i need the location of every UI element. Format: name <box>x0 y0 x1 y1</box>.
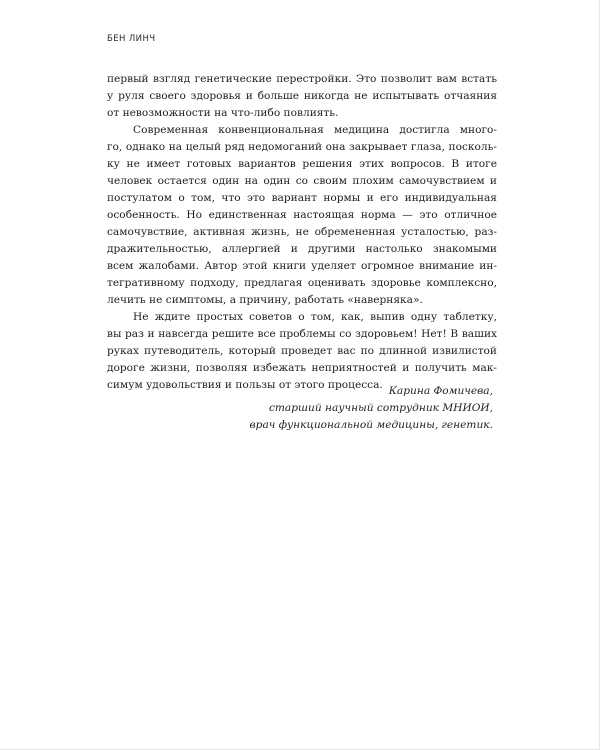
signature-title: старший научный сотрудник МНИОИ, <box>268 402 493 414</box>
text-line: дороге жизни, позволяя избежать неприятностей и получить мак- <box>107 362 497 374</box>
paragraph <box>107 122 497 309</box>
text-line: вы раз и навсегда решите все проблемы со здоровьем! Нет! В ваших <box>107 328 497 340</box>
paragraph <box>107 71 497 122</box>
signature-specialty: врач функциональной медицины, генетик. <box>249 419 493 431</box>
text-line: тегративному подходу, предлагая оценивать здоровье комплексно, <box>107 277 497 289</box>
text-line: лечить не симптомы, а причину, работать «наверняка». <box>107 294 423 306</box>
text-line: Не ждите простых советов о том, как, выпив одну таблетку, <box>133 311 497 323</box>
text-line: симум удовольствия и пользы от этого процесса. <box>107 379 383 391</box>
signature-block <box>107 383 493 434</box>
text-line: руках путеводитель, который проведет вас по длинной извилистой <box>107 345 497 357</box>
text-line: ку не имеет готовых вариантов решения этих вопросов. В итоге <box>107 158 497 170</box>
text-line: самочувствие, активная жизнь, не обремененная усталостью, раз- <box>107 226 497 238</box>
text-line: первый взгляд генетические перестройки. Это позволит вам встать <box>107 73 497 85</box>
text-line: го, однако на целый ряд недомоганий она закрывает глаза, посколь- <box>107 141 497 153</box>
text-line: от невозможности на что-либо повлиять. <box>107 107 339 119</box>
text-line: постулатом о том, что это вариант нормы и его индивидуальная <box>107 192 497 204</box>
running-head: БЕН ЛИНЧ <box>107 34 156 44</box>
text-line: дражительностью, аллергией и другими настолько знакомыми <box>107 243 497 255</box>
text-line: Современная конвенциональная медицина достигла много- <box>133 124 497 136</box>
text-line: особенность. Но единственная настоящая норма — это отличное <box>107 209 497 221</box>
text-line: у руля своего здоровья и больше никогда не испытывать отчаяния <box>107 90 497 102</box>
paragraph <box>107 309 497 394</box>
text-line: человек остается один на один со своим плохим самочувствием и <box>107 175 497 187</box>
signature-name: Карина Фомичева, <box>388 385 493 397</box>
text-line: всем жалобами. Автор этой книги уделяет огромное внимание ин- <box>107 260 497 272</box>
body-text <box>107 71 497 394</box>
